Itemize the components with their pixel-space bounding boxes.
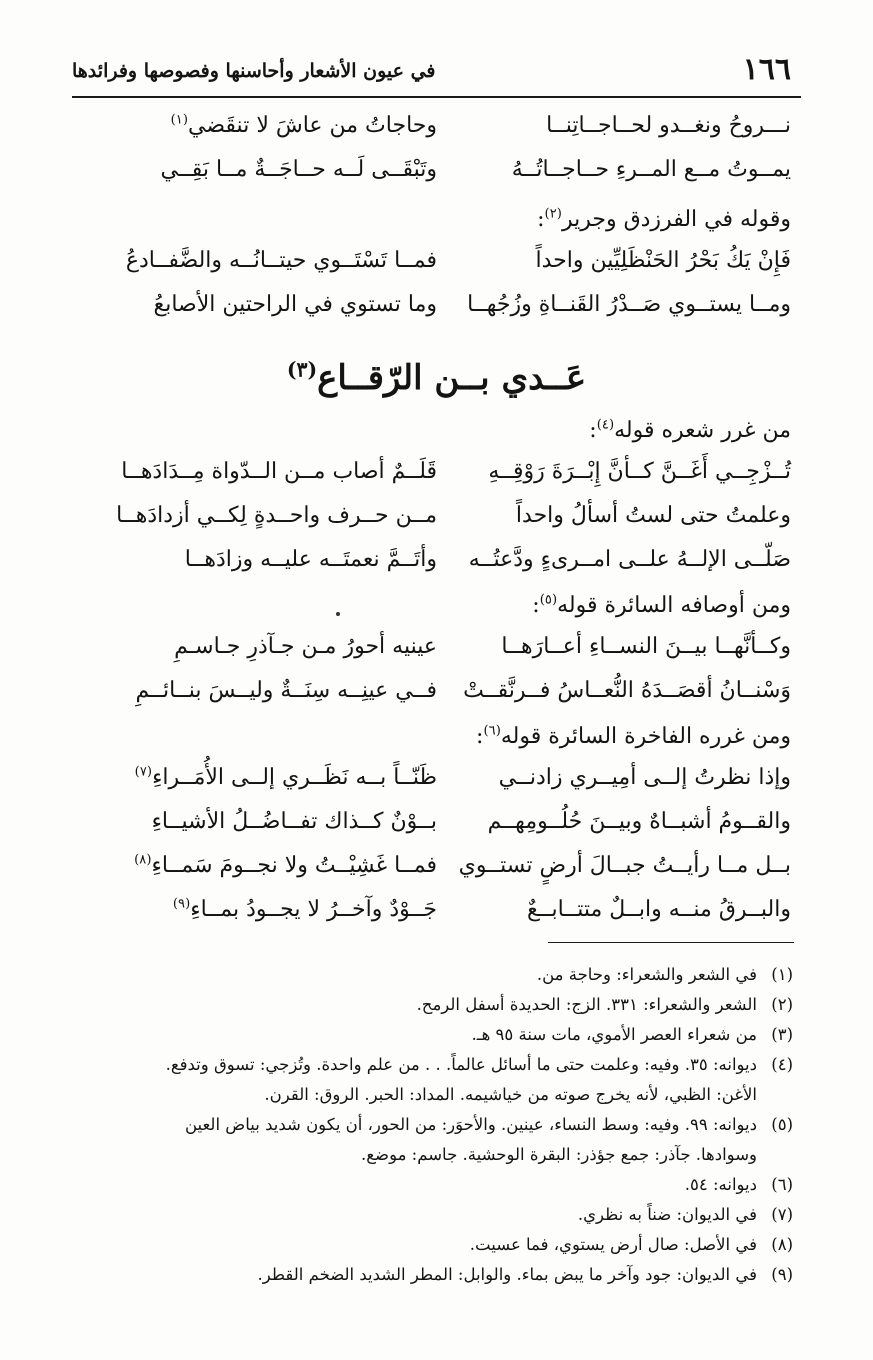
- intro-awsaf: ومن أوصافه السائرة قوله$^{(٥)}$:: [532, 592, 791, 618]
- verse-second-hemistich: قَلَــمٌ أصاب مــن الــدّواة مِــدَادَهــا: [121, 459, 437, 484]
- section-heading: عَــدي بــن الرّقــاع$^{(٣)}$: [286, 357, 587, 398]
- footnote-text: الشعر والشعراء: ٣٣١. الزج: الحديدة أسفل الرمح.: [416, 995, 757, 1014]
- footnote-text: الأغن: الظبي، لأنه يخرج صوته من خياشيمه. المداد: الحبر. الروق: القرن.: [264, 1085, 757, 1104]
- footnote-marker: (٢): [544, 206, 562, 222]
- footnote-number: (١): [771, 965, 793, 984]
- verse-block-ghurar: [72, 459, 801, 591]
- intro-ghurar: من غرر شعره قوله$^{(٤)}$:: [589, 417, 791, 443]
- verse-second-hemistich: وأتَــمَّ نعمتَــه عليــه وزادَهــا: [184, 547, 437, 572]
- footnote: [48, 1050, 793, 1110]
- footnote-text: ديوانه: ٥٤.: [684, 1175, 757, 1194]
- footnote-number: (٧): [771, 1205, 793, 1224]
- verse-row: [72, 248, 801, 292]
- page-number: ١٦٦: [742, 52, 791, 87]
- footnote: [48, 1260, 793, 1290]
- verse-first-hemistich: تُــزْجِــي أَغَــنَّ كــأنَّ إِبْــرَةَ رَوْقِــهِ: [488, 459, 791, 484]
- footnote-text: وسوادها. جآذر: جمع جؤذر: البقرة الوحشية. جاسم: موضع.: [361, 1145, 757, 1164]
- verse-second-hemistich: وتَبْقَــى لَــه حــاجَــةٌ مــا بَقِــي: [160, 157, 437, 182]
- verse-row: [72, 765, 801, 809]
- verse-first-hemistich: وكــأنَّهــا بيــنَ النســاءِ أعــارَهــا: [501, 634, 791, 659]
- footnote: [48, 1200, 793, 1230]
- verse-second-hemistich: ظَنّــاً بــه نَظَــري إلــى الأُمَــراءِ$^{(٧)}$: [134, 764, 437, 790]
- verse-second-hemistich: عينيه أحورُ مـن جـآذرِ جـاسـمِ: [174, 634, 437, 659]
- footnote-number: (٩): [771, 1265, 793, 1284]
- footnote-number: (٤): [771, 1055, 793, 1074]
- verse-second-hemistich: جَــوْدٌ وآخــرُ لا يجــودُ بمــاءِ$^{(٩)}$: [172, 896, 437, 922]
- verse-row: [72, 459, 801, 503]
- footnote-text: في الديوان: ضناً به نظري.: [577, 1205, 757, 1224]
- verse-first-hemistich: وإذا نظرتُ إلــى أمِيــري زادنــي: [498, 765, 791, 790]
- intro-farazdaq: وقوله في الفرزدق وجرير$^{(٢)}$:: [537, 206, 791, 232]
- verse-row: [72, 292, 801, 336]
- verse-first-hemistich: نـــروحُ ونغــدو لحــاجــاتِنــا: [546, 113, 791, 138]
- verse-row: [72, 113, 801, 157]
- footnote: [48, 960, 793, 990]
- verse-second-hemistich: فمــا غَشِيْــتُ ولا نجــومَ سَمــاءِ$^{(٨)}$: [134, 852, 437, 878]
- footnote-marker: (٨): [134, 852, 152, 868]
- footnote-marker: (٧): [134, 764, 153, 780]
- verse-first-hemistich: صَلّــى الإلــهُ علــى امــرىءٍ ودَّعتُــه: [468, 547, 791, 572]
- verse-row: [72, 809, 801, 853]
- verse-second-hemistich: وحاجاتُ من عاشَ لا تنقَضي$^{(١)}$: [170, 112, 437, 138]
- footnote-marker: (٣): [286, 357, 318, 382]
- verse-block-awsaf: [72, 634, 801, 722]
- verse-first-hemistich: وَسْنــانُ أقصَــدَهُ النُّعــاسُ فــرنَّقــتْ: [463, 678, 791, 703]
- footnote-marker: (٤): [596, 417, 615, 433]
- footnote-text: في الديوان: جود وآخر ما يبض بماء. والوابل: المطر الشديد الضخم القطر.: [257, 1265, 757, 1284]
- verse-second-hemistich: فمــا تَسْتَــوي حيتــانُــه والضَّفــادعُ: [125, 248, 437, 273]
- ink-speck: [336, 612, 340, 616]
- footnote: [48, 1110, 793, 1170]
- verse-row: [72, 157, 801, 201]
- footnote: [48, 990, 793, 1020]
- verse-second-hemistich: وما تستوي في الراحتين الأصابعُ: [153, 292, 437, 317]
- footnote-number: (٨): [771, 1235, 793, 1254]
- verse-second-hemistich: فــي عينِــه سِنَــةٌ وليــسَ بنــائــمِ: [135, 678, 437, 703]
- verse-row: [72, 634, 801, 678]
- footnote-marker: (٥): [539, 592, 558, 608]
- intro-fakhira: ومن غرره الفاخرة السائرة قوله$^{(٦)}$:: [476, 723, 791, 749]
- verse-row: [72, 547, 801, 591]
- running-title: في عيون الأشعار وأحاسنها وفصوصها وفرائدها: [72, 60, 436, 82]
- verse-row: [72, 503, 801, 547]
- footnote-marker: (١): [170, 112, 189, 128]
- footnote: [48, 1170, 793, 1200]
- footnote: [48, 1230, 793, 1260]
- verse-row: [72, 897, 801, 941]
- header-rule: [72, 96, 801, 98]
- verse-second-hemistich: بــوْنٌ كــذاك تفــاضُــلُ الأشيــاءِ: [151, 809, 437, 834]
- verse-row: [72, 678, 801, 722]
- footnote-marker: (٦): [483, 723, 501, 739]
- verse-first-hemistich: ومــا يستــوي صَــدْرُ القَنــاةِ وزُجُهــا: [467, 292, 791, 317]
- running-head: [72, 52, 801, 92]
- verse-first-hemistich: وعلمتُ حتى لستُ أسألُ واحداً: [515, 503, 791, 528]
- footnote-rule: [548, 942, 794, 943]
- verse-first-hemistich: بــل مــا رأيــتُ جبــالَ أرضٍ تستــوي: [458, 853, 791, 878]
- verse-first-hemistich: والبــرقُ منــه وابــلٌ متتــابــعٌ: [526, 897, 791, 922]
- footnote: [48, 1020, 793, 1050]
- footnote-text: في الشعر والشعراء: وحاجة من.: [536, 965, 757, 984]
- verse-second-hemistich: مــن حــرف واحــدةٍ لِكــي أزدادَهــا: [116, 503, 437, 528]
- footnotes: [48, 960, 793, 1290]
- footnote-marker: (٩): [172, 896, 191, 912]
- verse-first-hemistich: يمــوتُ مــع المــرءِ حــاجــاتُــهُ: [511, 157, 791, 182]
- footnote-text: ديوانه: ٩٩. وفيه: وسط النساء، عينين. والأحوَر: من الحور، أن يكون شديد بياض العين: [184, 1115, 757, 1134]
- verse-first-hemistich: فَإِنْ يَكُ بَحْرُ الحَنْظَلِيِّين واحداً: [535, 248, 791, 273]
- footnote-text: ديوانه: ٣٥. وفيه: وعلمت حتى ما أسائل عالماً. . . من علم واحدة. وتُزجي: تسوق وتدفع.: [165, 1055, 757, 1074]
- verse-block-fakhira: [72, 765, 801, 941]
- footnote-number: (٦): [771, 1175, 793, 1194]
- footnote-text: في الأصل: صال أرض يستوي، فما عسيت.: [469, 1235, 757, 1254]
- verse-row: [72, 853, 801, 897]
- footnote-number: (٣): [771, 1025, 793, 1044]
- footnote-number: (٥): [771, 1115, 793, 1134]
- verse-first-hemistich: والقــومُ أشبــاهٌ وبيــنَ حُلُــومِهــم: [487, 809, 791, 834]
- footnote-number: (٢): [771, 995, 793, 1014]
- verse-block-top: [72, 113, 801, 201]
- footnote-text: من شعراء العصر الأموي، مات سنة ٩٥ هـ.: [471, 1025, 757, 1044]
- verse-block-farazdaq: [72, 248, 801, 336]
